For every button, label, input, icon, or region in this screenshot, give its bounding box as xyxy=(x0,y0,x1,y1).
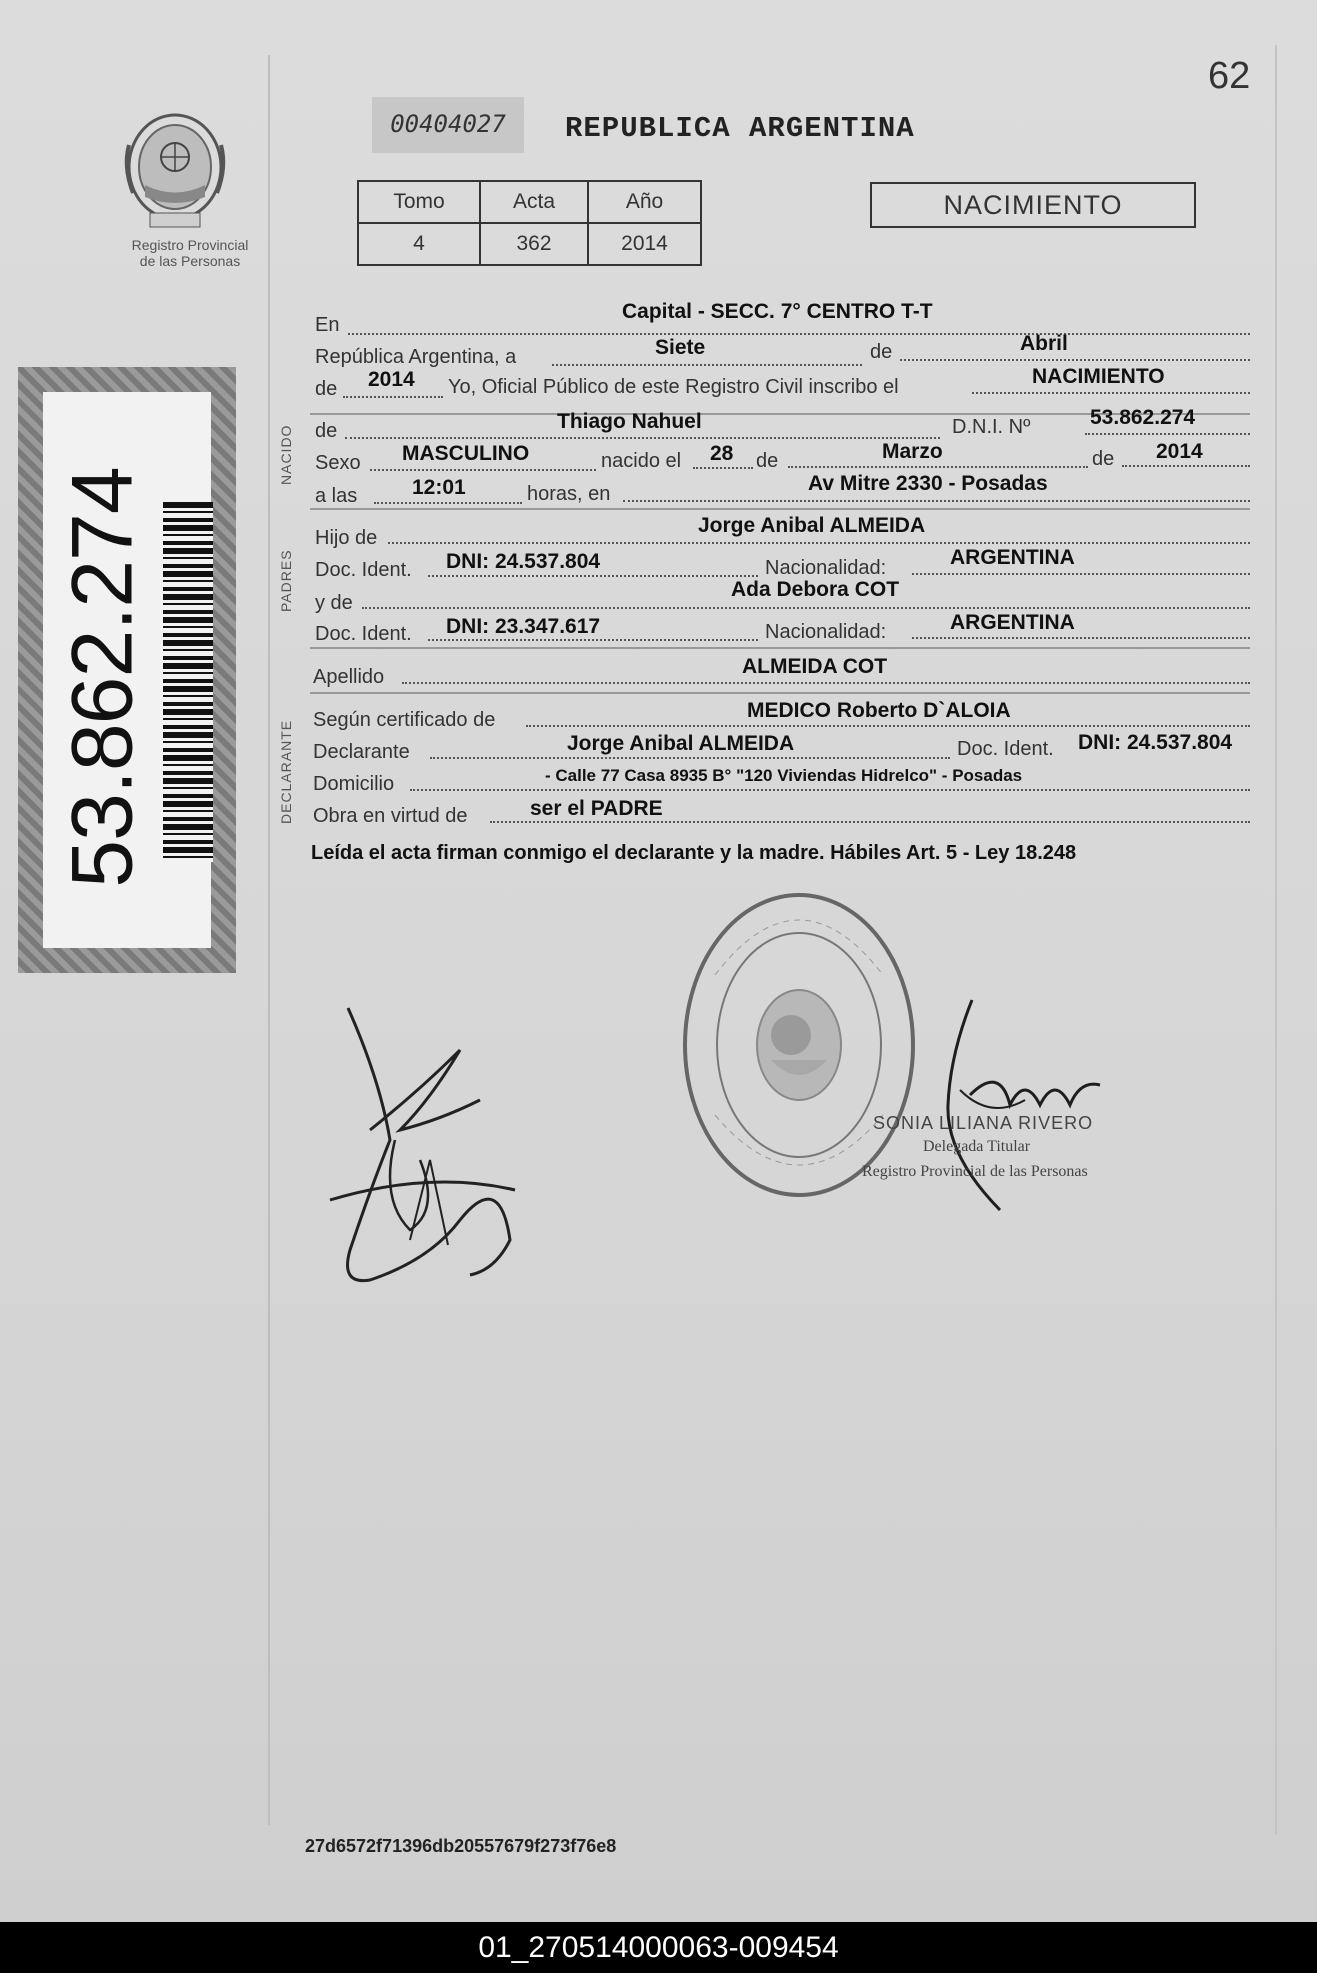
left-margin-line xyxy=(268,55,270,1825)
label-apellido: Apellido xyxy=(313,666,385,688)
value-madre: Ada Debora COT xyxy=(731,578,900,601)
value-madre-doc: DNI: 23.347.617 xyxy=(446,615,601,638)
value-anio: 2014 xyxy=(588,223,701,265)
label-domicilio: Domicilio xyxy=(313,773,395,795)
label-declarante: Declarante xyxy=(313,741,410,763)
registry-label: Registro Provincial de las Personas xyxy=(131,237,249,269)
value-declarante-doc: DNI: 24.537.804 xyxy=(1078,731,1233,754)
label-horas-en: horas, en xyxy=(527,483,611,505)
official-signature-icon xyxy=(850,995,1140,1215)
label-en: En xyxy=(315,314,340,336)
section-padres: PADRES xyxy=(278,549,294,612)
label-republica: República Argentina, a xyxy=(315,346,517,368)
value-declarante: Jorge Anibal ALMEIDA xyxy=(567,732,795,755)
label-de-mes: de xyxy=(756,450,779,472)
serial-number: 00404027 xyxy=(372,97,524,153)
label-hijo-de: Hijo de xyxy=(315,527,378,549)
value-lugar-nac: Av Mitre 2330 - Posadas xyxy=(808,472,1048,495)
value-tipo: NACIMIENTO xyxy=(1032,365,1165,388)
label-de-year: de xyxy=(315,378,338,400)
barcode-icon xyxy=(163,502,213,862)
right-border-line xyxy=(1275,45,1277,1835)
id-barcode-panel xyxy=(18,367,236,973)
official-name: SONIA LILIANA RIVERO xyxy=(873,1113,1094,1133)
header-anio: Año xyxy=(588,181,701,223)
value-domicilio: - Calle 77 Casa 8935 B° "120 Viviendas Hidrelco" - Posadas xyxy=(545,766,1023,785)
label-doc-ident-1: Doc. Ident. xyxy=(315,559,412,581)
value-sexo: MASCULINO xyxy=(402,442,530,465)
label-nacido-el: nacido el xyxy=(601,450,682,472)
section-declarante: DECLARANTE xyxy=(278,719,294,824)
value-anio: 2014 xyxy=(368,368,415,391)
value-mes: Abril xyxy=(1020,332,1068,355)
value-dia: Siete xyxy=(655,336,706,359)
declarant-signature-icon xyxy=(310,990,530,1310)
value-padre: Jorge Anibal ALMEIDA xyxy=(698,514,926,537)
label-nacionalidad-1: Nacionalidad: xyxy=(765,557,887,579)
id-number: 53.862.274 xyxy=(54,467,151,888)
value-nombre: Thiago Nahuel xyxy=(557,410,702,433)
label-doc-ident-2: Doc. Ident. xyxy=(315,623,412,645)
separator xyxy=(310,692,1250,694)
label-de-name: de xyxy=(315,420,338,442)
value-dni: 53.862.274 xyxy=(1090,406,1196,429)
value-tomo: 4 xyxy=(358,223,480,265)
official-role: Delegada Titular xyxy=(923,1138,1031,1155)
header-acta: Acta xyxy=(480,181,588,223)
label-obra: Obra en virtud de xyxy=(313,805,468,827)
official-office: Registro Provincial de las Personas xyxy=(862,1163,1088,1180)
section-nacido: NACIDO xyxy=(278,424,294,485)
value-apellido: ALMEIDA COT xyxy=(742,655,888,678)
value-madre-nac: ARGENTINA xyxy=(950,611,1075,634)
document-title: REPUBLICA ARGENTINA xyxy=(565,112,915,145)
label-de-anio: de xyxy=(1092,448,1115,470)
label-doc-ident-3: Doc. Ident. xyxy=(957,738,1054,760)
label-de: de xyxy=(870,341,893,363)
label-dni: D.N.I. Nº xyxy=(952,416,1031,438)
value-padre-nac: ARGENTINA xyxy=(950,546,1075,569)
separator xyxy=(310,508,1250,510)
label-oficial: Yo, Oficial Público de este Registro Civil inscribo el xyxy=(448,376,899,398)
book-reference-table xyxy=(357,180,702,266)
label-segun: Según certificado de xyxy=(313,709,496,731)
value-certificado: MEDICO Roberto D`ALOIA xyxy=(747,699,1011,722)
act-type-box: NACIMIENTO xyxy=(870,182,1196,228)
value-acta: 362 xyxy=(480,223,588,265)
value-padre-doc: DNI: 24.537.804 xyxy=(446,550,601,573)
header-tomo: Tomo xyxy=(358,181,480,223)
file-id-bar: 01_270514000063-009454 xyxy=(0,1922,1317,1973)
label-sexo: Sexo xyxy=(315,452,361,474)
value-dia-nac: 28 xyxy=(710,442,734,465)
document-hash: 27d6572f71396db20557679f273f76e8 xyxy=(305,1836,617,1856)
value-lugar: Capital - SECC. 7° CENTRO T-T xyxy=(622,300,933,323)
value-anio-nac: 2014 xyxy=(1156,440,1203,463)
value-obra: ser el PADRE xyxy=(530,797,663,820)
label-y-de: y de xyxy=(315,592,353,614)
page-number: 62 xyxy=(1208,55,1251,97)
label-nacionalidad-2: Nacionalidad: xyxy=(765,621,887,643)
separator xyxy=(310,647,1250,649)
province-seal-icon xyxy=(115,105,235,235)
label-a-las: a las xyxy=(315,485,358,507)
closing-statement: Leída el acta firman conmigo el declarante y la madre. Hábiles Art. 5 - Ley 18.248 xyxy=(311,842,1077,864)
value-mes-nac: Marzo xyxy=(882,440,943,463)
value-hora: 12:01 xyxy=(412,476,466,499)
